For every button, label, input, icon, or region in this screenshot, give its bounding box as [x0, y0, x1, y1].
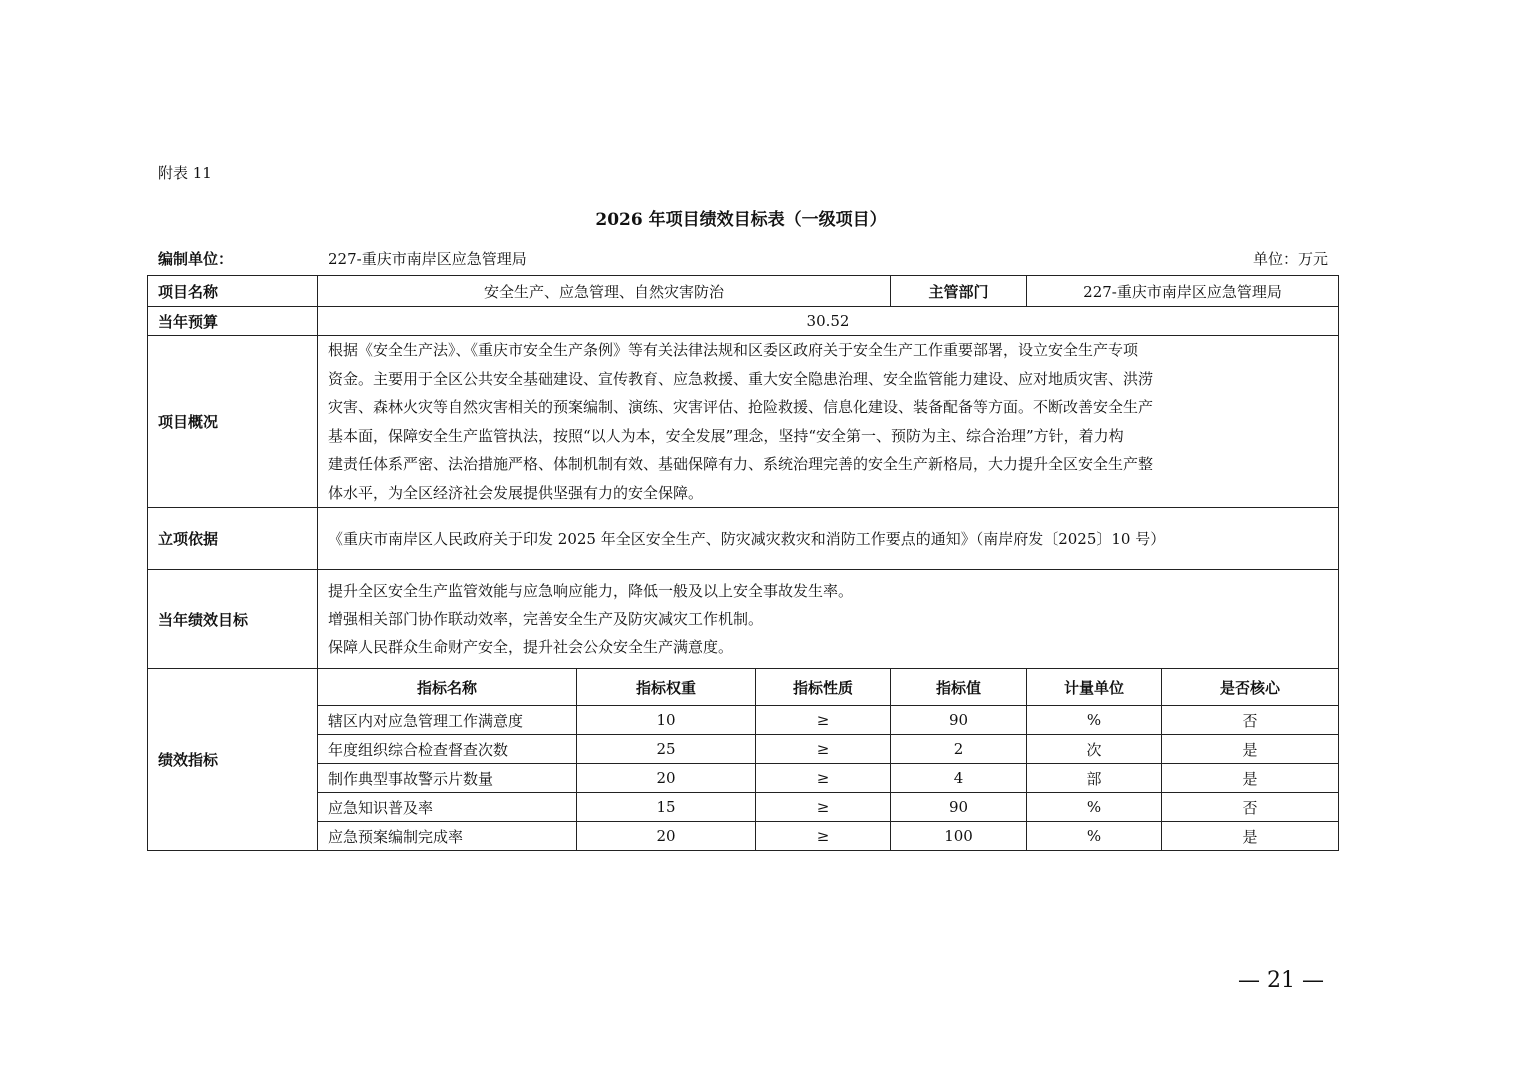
indicator-nature: ≥: [756, 764, 891, 793]
dept-label: 主管部门: [891, 276, 1027, 307]
table-row: [148, 793, 1339, 822]
indicator-core: 否: [1162, 793, 1339, 822]
performance-target-table: [147, 275, 1339, 851]
column-header: 计量单位: [1027, 669, 1162, 706]
column-header: 指标名称: [318, 669, 577, 706]
indicator-value: 90: [891, 706, 1027, 735]
project-name-label: 项目名称: [148, 276, 318, 307]
goal-line: 增强相关部门协作联动效率，完善安全生产及防灾减灾工作机制。: [328, 610, 764, 628]
indicator-header-row: [148, 669, 1339, 706]
indicator-value: 2: [891, 735, 1027, 764]
indicator-unit: %: [1027, 706, 1162, 735]
indicator-unit: 部: [1027, 764, 1162, 793]
project-name-row: [148, 276, 1339, 307]
indicator-name: 制作典型事故警示片数量: [318, 764, 577, 793]
indicator-weight: 20: [577, 764, 756, 793]
overview-text: [318, 336, 1339, 508]
column-header: 指标权重: [577, 669, 756, 706]
budget-label: 当年预算: [148, 307, 318, 336]
basis-row: [148, 508, 1339, 570]
budget-row: [148, 307, 1339, 336]
indicator-unit: %: [1027, 793, 1162, 822]
indicator-nature: ≥: [756, 706, 891, 735]
project-name-value: 安全生产、应急管理、自然灾害防治: [318, 276, 891, 307]
indicators-section-label: 绩效指标: [148, 669, 318, 851]
indicator-core: 否: [1162, 706, 1339, 735]
indicator-unit: 次: [1027, 735, 1162, 764]
table-row: [148, 764, 1339, 793]
indicator-weight: 10: [577, 706, 756, 735]
overview-line: 资金。主要用于全区公共安全基础建设、宣传教育、应急救援、重大安全隐患治理、安全监管能力建设、应对地质灾害、洪涝: [328, 369, 1154, 388]
overview-row: [148, 336, 1339, 508]
column-header: 指标性质: [756, 669, 891, 706]
indicator-nature: ≥: [756, 793, 891, 822]
indicator-core: 是: [1162, 735, 1339, 764]
appendix-label: 附表 11: [158, 164, 212, 182]
goal-label: 当年绩效目标: [148, 570, 318, 669]
goal-line: 提升全区安全生产监管效能与应急响应能力，降低一般及以上安全事故发生率。: [328, 582, 854, 600]
table-row: [148, 822, 1339, 851]
indicator-nature: ≥: [756, 735, 891, 764]
indicator-weight: 25: [577, 735, 756, 764]
overview-line: 根据《安全生产法》、《重庆市安全生产条例》等有关法律法规和区委区政府关于安全生产工作重要部署，设立安全生产专项: [328, 341, 1139, 359]
budget-value: 30.52: [318, 307, 1339, 336]
indicator-core: 是: [1162, 822, 1339, 851]
indicator-value: 4: [891, 764, 1027, 793]
column-header: 是否核心: [1162, 669, 1339, 706]
goal-text: [318, 570, 1339, 669]
indicator-value: 90: [891, 793, 1027, 822]
indicator-value: 100: [891, 822, 1027, 851]
page-number: — 21 —: [1238, 968, 1324, 993]
compiling-unit-row: [158, 248, 1328, 270]
compiling-unit-label: 编制单位：: [158, 250, 234, 268]
document-title: 2026 年项目绩效目标表（一级项目）: [595, 210, 887, 230]
indicator-nature: ≥: [756, 822, 891, 851]
overview-line: 灾害、森林火灾等自然灾害相关的预案编制、演练、灾害评估、抢险救援、信息化建设、装备配备等方面。不断改善安全生产: [328, 398, 1154, 416]
indicator-core: 是: [1162, 764, 1339, 793]
basis-label: 立项依据: [148, 508, 318, 570]
indicator-name: 年度组织综合检查督查次数: [318, 735, 577, 764]
column-header: 指标值: [891, 669, 1027, 706]
indicator-unit: %: [1027, 822, 1162, 851]
indicator-weight: 15: [577, 793, 756, 822]
overview-line: 体水平，为全区经济社会发展提供坚强有力的安全保障。: [328, 483, 704, 502]
overview-label: 项目概况: [148, 336, 318, 508]
indicator-weight: 20: [577, 822, 756, 851]
table-row: [148, 735, 1339, 764]
compiling-unit-value: 227-重庆市南岸区应急管理局: [328, 250, 527, 268]
dept-value: 227-重庆市南岸区应急管理局: [1027, 276, 1339, 307]
goal-line: 保障人民群众生命财产安全，提升社会公众安全生产满意度。: [328, 638, 734, 656]
overview-line: 建责任体系严密、法治措施严格、体制机制有效、基础保障有力、系统治理完善的安全生产新格局，大力提升全区安全生产整: [328, 455, 1154, 473]
goal-row: [148, 570, 1339, 669]
table-row: [148, 706, 1339, 735]
indicator-name: 辖区内对应急管理工作满意度: [318, 706, 577, 735]
indicator-name: 应急知识普及率: [318, 793, 577, 822]
currency-unit-note: 单位：万元: [1252, 250, 1328, 268]
overview-line: 基本面，保障安全生产监管执法，按照“以人为本，安全发展”理念，坚持“安全第一、预防为主、综合治理”方针，着力构: [328, 426, 1124, 445]
indicator-name: 应急预案编制完成率: [318, 822, 577, 851]
basis-value: 《重庆市南岸区人民政府关于印发 2025 年全区安全生产、防灾减灾救灾和消防工作要点的通知》（南岸府发〔2025〕10 号）: [318, 508, 1339, 570]
